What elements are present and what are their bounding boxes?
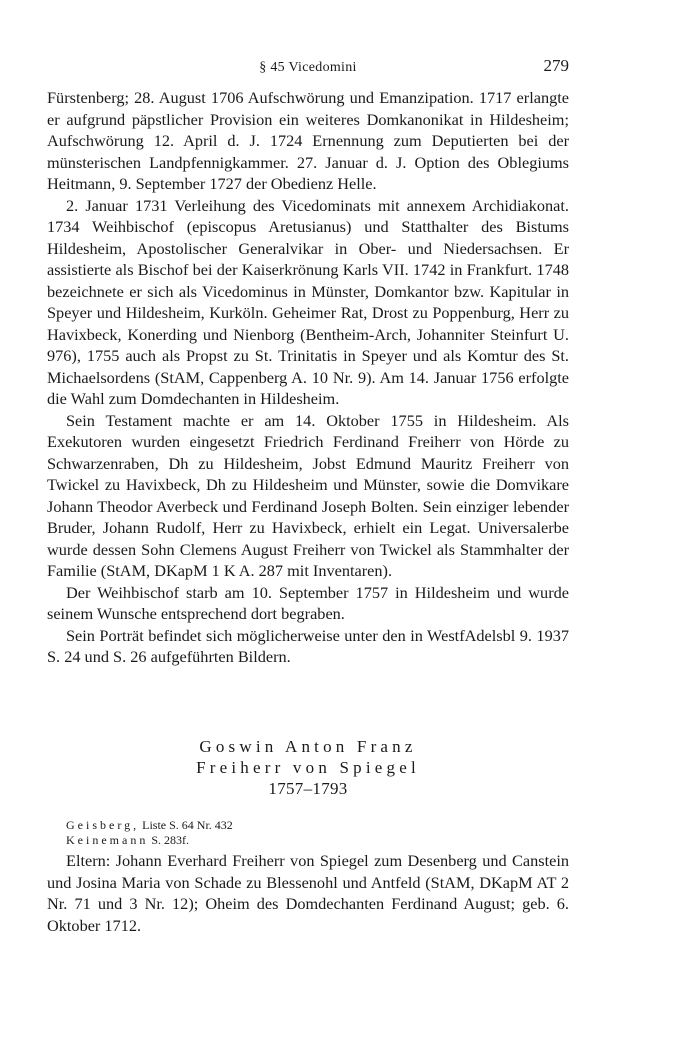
paragraph-testament: Sein Testament machte er am 14. Oktober 1755 in Hildesheim. Als Exekutoren wurden eingesetzt Friedrich Ferdinand Freiherr von Hörde zu Schwarzenraben, Dh zu Hildesheim, Jobst Edmund Mauritz Freiherr von Twickel zu Havixbeck, Dh zu Hildesheim und Münster, sowie die Domvikare Johann Theodor Averbeck und Ferdinand Joseph Bolten. Sein einziger lebender Bruder, Johann Rudolf, Herr zu Havixbeck, erhielt ein Legat. Universalerbe wurde dessen Sohn Clemens August Freiherr von Twickel als Stammhalter der Familie (StAM, DKapM 1 K A. 287 mit Inventaren). <box>47 410 569 580</box>
running-title: § 45 Vicedomini <box>259 60 357 75</box>
paragraph-parents: Eltern: Johann Everhard Freiherr von Spiegel zum Desenberg und Canstein und Josina Maria von Schade zu Blessenohl und Antfeld (StAM, DKapM AT 2 Nr. 71 und 3 Nr. 12); Oheim des Domdechanten Ferdinand August; geb. 6. Oktober 1712. <box>47 851 569 935</box>
paragraph-continuation: Fürstenberg; 28. August 1706 Aufschwörung und Emanzipation. 1717 erlangte er aufgrund päpstlicher Provision ein weiteres Domkanonikat in Hildesheim; Aufschwörung 12. April d. J. 1724 Ernennung zum Deputierten bei der münsterischen Landpfennigkammer. 27. Januar d. J. Option des Oblegiums Heitmann, 9. September 1727 der Obedienz Helle. <box>47 88 569 193</box>
source-ref: S. 283f. <box>151 833 189 847</box>
source-item <box>66 818 566 833</box>
source-author: Keinemann <box>66 833 149 847</box>
paragraph-vicedominat: 2. Januar 1731 Verleihung des Vicedominats mit annexem Archidiakonat. 1734 Weihbischof (episcopus Aretusianus) und Statthalter des Bistums Hildesheim, Apostolischer Generalvikar in Ober- und Niedersachsen. Er assistierte als Bischof bei der Kaiserkrönung Karls VII. 1742 in Frankfurt. 1748 bezeichnete er sich als Vicedominus in Münster, Domkantor bzw. Kapitular in Speyer und Hildesheim, Kurköln. Geheimer Rat, Drost zu Poppenburg, Herr zu Havixbeck, Konerding und Nienborg (Bentheim-Arch, Johanniter Steinfurt U. 976), 1755 auch als Propst zu St. Trinitatis in Speyer und als Komtur des St. Michaelsordens (StAM, Cappenberg A. 10 Nr. 9). Am 14. Januar 1756 erfolgte die Wahl zum Domdechanten in Hildesheim. <box>47 195 569 408</box>
source-author: Geisberg, <box>66 818 140 832</box>
parents-section <box>47 850 569 936</box>
body-text <box>47 87 569 668</box>
entry-dates: 1757–1793 <box>268 779 348 798</box>
paragraph-death: Der Weihbischof starb am 10. September 1757 in Hildesheim und wurde seinem Wunsche entsprechend dort begraben. <box>47 582 569 623</box>
source-ref: Liste S. 64 Nr. 432 <box>142 818 233 832</box>
page-number: 279 <box>543 56 569 75</box>
source-item <box>66 833 566 848</box>
entry-name-line-1: Goswin Anton Franz <box>199 737 417 756</box>
sources-list <box>66 818 566 848</box>
entry-name-line-2: Freiherr von Spiegel <box>196 758 420 777</box>
entry-heading <box>47 736 569 799</box>
paragraph-portrait: Sein Porträt befindet sich möglicherweise unter den in WestfAdelsbl 9. 1937 S. 24 und S. 26 aufgeführten Bildern. <box>47 625 569 666</box>
page-header <box>47 56 569 80</box>
